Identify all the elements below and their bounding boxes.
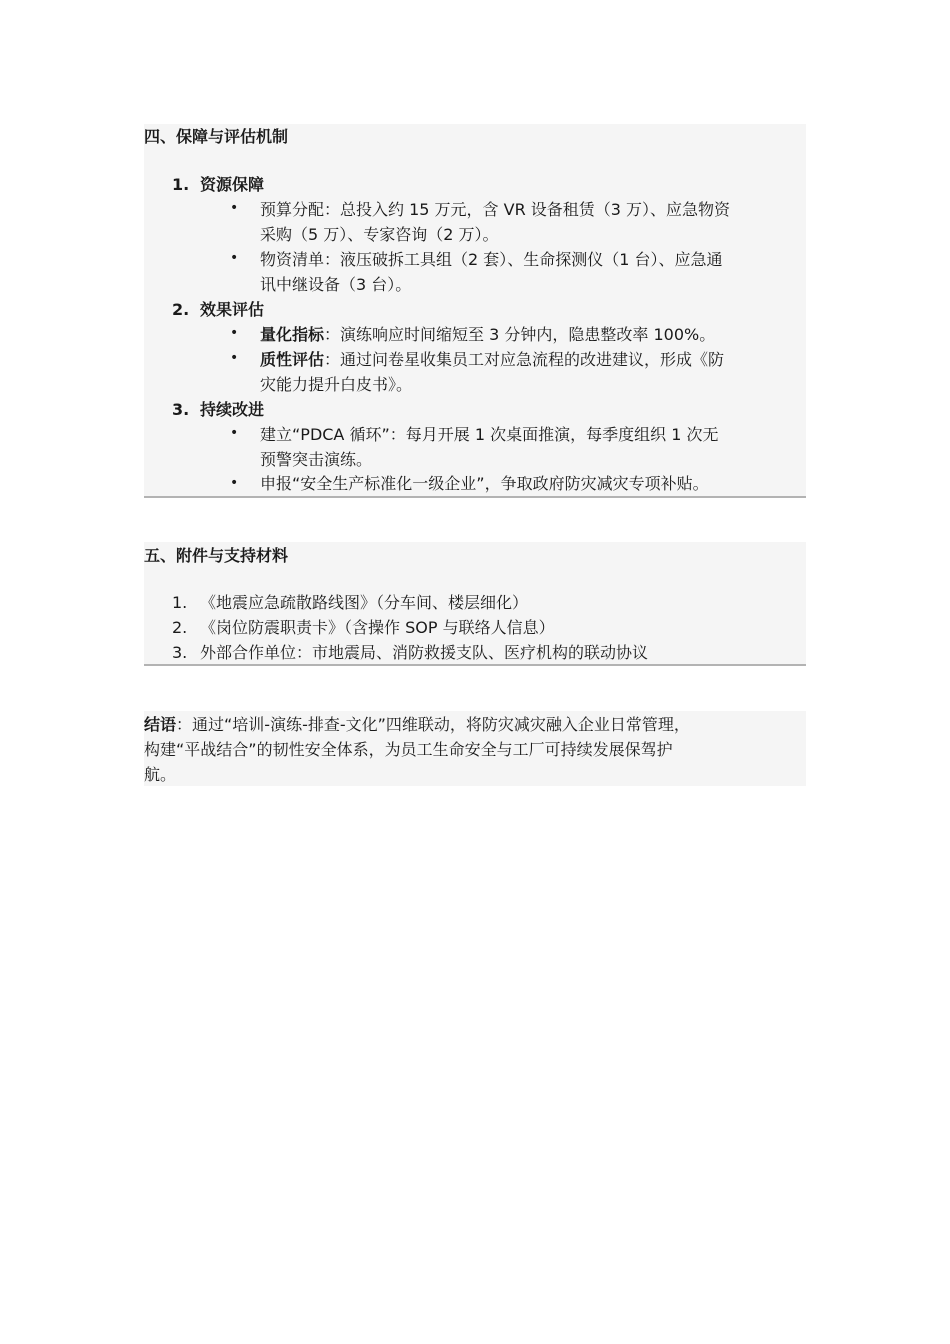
bullet-bold-label: 量化指标: [260, 325, 325, 344]
bullet-icon: •: [230, 475, 239, 491]
item-text: 《地震应急疏散路线图》（分车间、楼层细化）: [200, 593, 529, 612]
bullet-text: [260, 322, 715, 347]
item-number: 2.: [172, 300, 190, 319]
bullet-text: 物资清单：液压破拆工具组（2 套）、生命探测仪（1 台）、应急通: [260, 250, 723, 269]
conclusion-line-3: 航。: [144, 765, 177, 784]
section-5-title: 五、附件与支持材料: [144, 546, 289, 565]
attachment-item-1: [172, 590, 528, 615]
section-4-item-3-heading: [172, 397, 264, 422]
bullet-icon: •: [230, 250, 239, 266]
section-4-item-1-heading: [172, 172, 264, 197]
bullet-text-cont: 讯中继设备（3 台）。: [260, 275, 412, 294]
item-label: 持续改进: [200, 400, 265, 419]
section-4-item-2-heading: [172, 297, 264, 322]
attachment-item-2: [172, 615, 555, 640]
bullet-icon: •: [230, 200, 239, 216]
bullet-body: ：通过问卷星收集员工对应急流程的改进建议，形成《防: [324, 350, 725, 369]
item-text: 外部合作单位：市地震局、消防救援支队、医疗机构的联动协议: [200, 643, 649, 662]
bullet-text: 申报“安全生产标准化一级企业”，争取政府防灾减灾专项补贴。: [260, 474, 709, 493]
item-number: 2.: [172, 618, 188, 637]
bullet-bold-label: 质性评估: [260, 350, 325, 369]
item-number: 1.: [172, 593, 188, 612]
bullet-text-cont: 采购（5 万）、专家咨询（2 万）。: [260, 225, 499, 244]
conclusion-text: ：通过“培训-演练-排查-文化”四维联动，将防灾减灾融入企业日常管理，: [176, 715, 690, 734]
item-number: 3.: [172, 400, 190, 419]
item-label: 效果评估: [200, 300, 265, 319]
conclusion-line-1: [144, 712, 690, 737]
item-text: 《岗位防震职责卡》（含操作 SOP 与联络人信息）: [200, 618, 555, 637]
bullet-text-cont: 预警突击演练。: [260, 450, 373, 469]
bullet-body: ：演练响应时间缩短至 3 分钟内，隐患整改率 100%。: [324, 325, 716, 344]
conclusion-label: 结语: [144, 715, 177, 734]
item-number: 1.: [172, 175, 190, 194]
bullet-text: 建立“PDCA 循环”：每月开展 1 次桌面推演，每季度组织 1 次无: [260, 425, 719, 444]
attachment-item-3: [172, 640, 648, 665]
bullet-icon: •: [230, 325, 239, 341]
bullet-text-cont: 灾能力提升白皮书》。: [260, 375, 413, 394]
section-4-title: 四、保障与评估机制: [144, 127, 289, 146]
conclusion-line-2: 构建“平战结合”的韧性安全体系，为员工生命安全与工厂可持续发展保驾护: [144, 740, 673, 759]
bullet-icon: •: [230, 350, 239, 366]
item-number: 3.: [172, 643, 188, 662]
bullet-text: 预算分配：总投入约 15 万元，含 VR 设备租赁（3 万）、应急物资: [260, 200, 731, 219]
bullet-text: [260, 347, 724, 372]
item-label: 资源保障: [200, 175, 265, 194]
bullet-icon: •: [230, 425, 239, 441]
